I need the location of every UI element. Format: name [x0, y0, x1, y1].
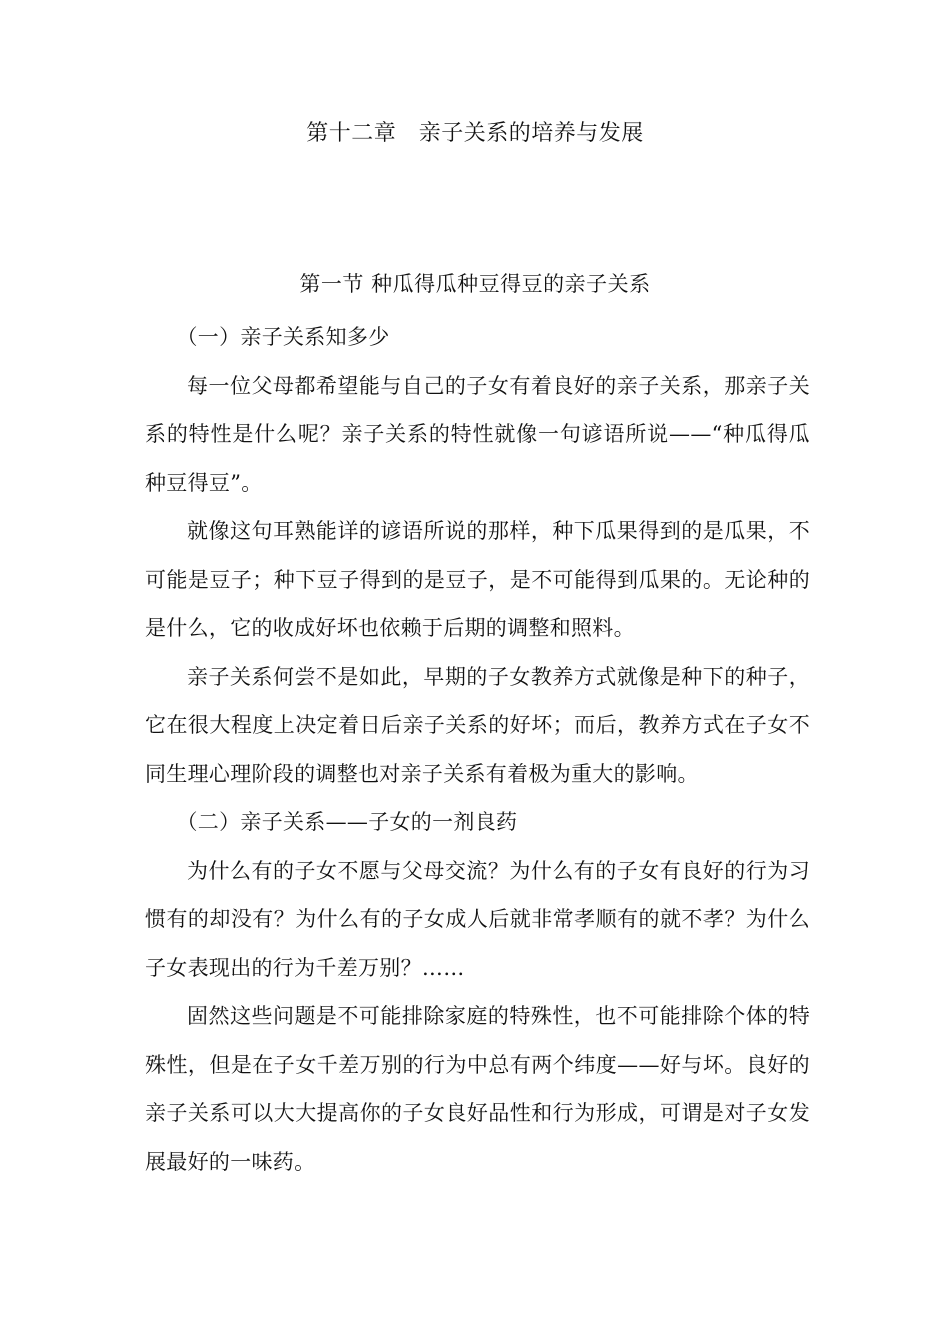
- paragraph: 就像这句耳熟能详的谚语所说的那样，种下瓜果得到的是瓜果，不可能是豆子；种下豆子得到的是豆子，是不可能得到瓜果的。无论种的是什么，它的收成好坏也依赖于后期的调整和照料。: [145, 519, 810, 640]
- subsection-heading: （一）亲子关系知多少: [176, 325, 390, 349]
- paragraph: 固然这些问题是不可能排除家庭的特殊性，也不可能排除个体的特殊性，但是在子女千差万别的行为中总有两个纬度——好与坏。良好的亲子关系可以大大提高你的子女良好品性和行为形成，可谓是对子女发展最好的一味药。: [145, 1004, 810, 1174]
- subsection-heading: （二）亲子关系——子女的一剂良药: [176, 810, 518, 834]
- paragraph: 每一位父母都希望能与自己的子女有着良好的亲子关系，那亲子关系的特性是什么呢？亲子关系的特性就像一句谚语所说——“种瓜得瓜种豆得豆”。: [145, 373, 810, 495]
- body-text: [145, 313, 810, 1186]
- section-title: 第一节 种瓜得瓜种豆得豆的亲子关系: [299, 272, 651, 296]
- chapter-title: 第十二章 亲子关系的培养与发展: [306, 121, 644, 146]
- paragraph: 为什么有的子女不愿与父母交流？为什么有的子女有良好的行为习惯有的却没有？为什么有的子女成人后就非常孝顺有的就不孝？为什么子女表现出的行为千差万别？……: [145, 858, 810, 980]
- paragraph: 亲子关系何尝不是如此，早期的子女教养方式就像是种下的种子，它在很大程度上决定着日后亲子关系的好坏；而后，教养方式在子女不同生理心理阶段的调整也对亲子关系有着极为重大的影响。: [145, 664, 810, 786]
